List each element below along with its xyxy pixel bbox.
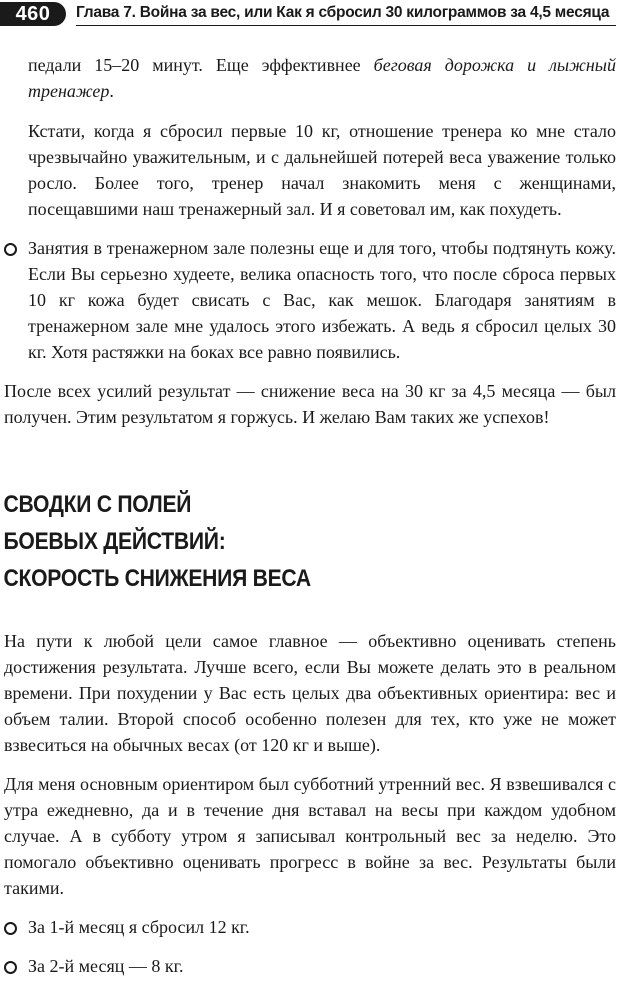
paragraph-text: педали 15–20 минут. Еще эффективнее (28, 55, 374, 75)
circle-bullet-icon (4, 243, 17, 256)
heading-line: СКОРОСТЬ СНИЖЕНИЯ ВЕСА (3, 565, 311, 592)
italic-emphasis: беговая дорожка и лыжный тренажер (28, 55, 616, 101)
bullet-text: Занятия в тренажерном зале полезны еще и для того, чтобы подтянуть кожу. Если Вы серьезно худеете, велика опасность того, что после сброса первых 10 кг кожа будет свисать с Вас, как мешок. Благодаря занятиям в тренажерном зале мне удалось этого избежать. А ведь я сбросил целых 30 кг. Хотя растяжки на боках все равно появились. (28, 238, 616, 362)
list-item-text: За 2-й месяц — 8 кг. (28, 956, 184, 976)
page-body (0, 52, 620, 979)
paragraph-weighing: Для меня основным ориентиром был субботний утренний вес. Я взвешивался с утра ежедневно, да и в течение дня вставал на весы при каждом удобном случае. А в субботу утром я записывал контрольный вес за неделю. Это помогало объективно оценивать прогресс в войне за вес. Результаты были такими. (4, 774, 616, 898)
paragraph-goal: На пути к любой цели самое главное — объективно оценивать степень достижения результата. Лучше всего, если Вы можете делать это в реальном времени. При похудении у Вас есть целых два объективных ориентира: вес и объем талии. Второй способ особенно полезен для тех, кто уже не может взвеситься на обычных весах (от 120 кг и выше). (4, 631, 616, 755)
bullet-item (0, 235, 620, 365)
section-heading (0, 486, 620, 597)
paragraph-text-end: . (109, 81, 114, 101)
page-header (0, 0, 620, 28)
page-number: 460 (0, 2, 66, 26)
paragraph-result: После всех усилий результат — снижение веса на 30 кг за 4,5 месяца — был получен. Этим результатом я горжусь. И желаю Вам таких же успехов! (4, 381, 616, 427)
paragraph-continued (0, 52, 620, 104)
circle-bullet-icon (4, 961, 17, 974)
heading-line: СВОДКИ С ПОЛЕЙ (3, 491, 192, 518)
heading-line: БОЕВЫХ ДЕЙСТВИЙ: (3, 528, 226, 555)
running-head: Глава 7. Война за вес, или Как я сбросил 30 килограммов за 4,5 месяца (76, 4, 610, 21)
header-rule (76, 25, 616, 26)
list-item (0, 914, 620, 940)
list-item-text: За 1-й месяц я сбросил 12 кг. (28, 917, 250, 937)
circle-bullet-icon (4, 922, 17, 935)
paragraph-trainer: Кстати, когда я сбросил первые 10 кг, отношение тренера ко мне стало чрезвычайно уважительным, и с дальнейшей потерей веса уважение только росло. Более того, тренер начал знакомить меня с женщинами, посещавшими наш тренажерный зал. И я советовал им, как похудеть. (28, 121, 616, 219)
list-item (0, 953, 620, 979)
